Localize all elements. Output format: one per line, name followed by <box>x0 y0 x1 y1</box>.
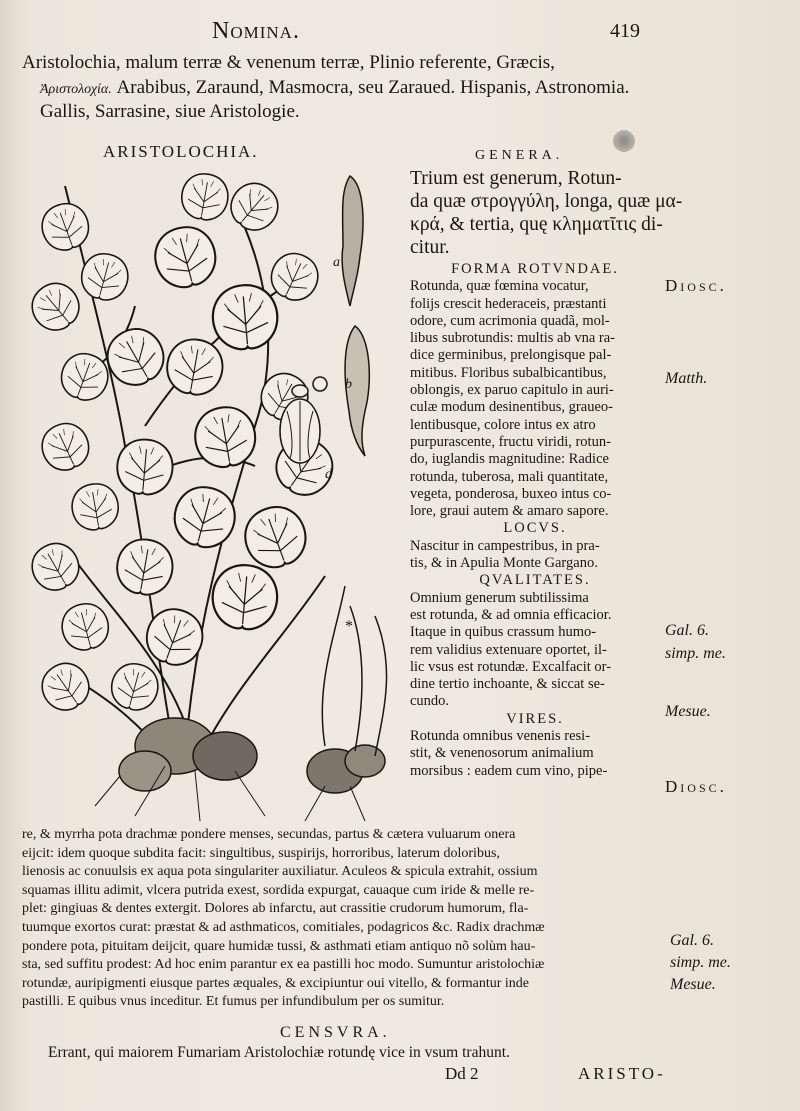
vires-line: stit, & venenosorum animalium <box>410 745 594 762</box>
margin-note-gal: Gal. 6. <box>670 932 714 949</box>
qualitates-line: lic vsus est rotundæ. Excalfacit or- <box>410 658 612 675</box>
qualitates-line: Omnium generum subtilissima <box>410 589 589 606</box>
vires-heading: VIRES. <box>506 710 564 727</box>
forma-section <box>410 261 660 780</box>
body-line: eijcit: idem quoque subdita facit: singultibus, suspirijs, horroribus, laterum doloribus, <box>22 845 500 861</box>
figure-label-a: a <box>333 255 340 270</box>
forma-line: lore, graui autem & amaro sapore. <box>410 503 609 520</box>
forma-line: mitibus. Floribus subalbicantibus, <box>410 364 607 381</box>
names-line-2-rest: Arabibus, Zaraund, Masmocra, seu Zaraued. Hispanis, Astronomia. <box>116 77 630 98</box>
figure-label-star: * <box>345 618 353 635</box>
forma-line: do, iuglandis magnitudine: Radice <box>410 451 609 468</box>
margin-note-mesue: Mesue. <box>670 976 716 993</box>
running-title: Nomina. <box>212 18 300 44</box>
body-line: pastilli. E quibus vnus inceditur. Et fumus per infundibulum per os sumitur. <box>22 994 445 1010</box>
locus-line: tis, & in Apulia Monte Gargano. <box>410 555 598 572</box>
body-line: sta, sed suffitu prodest: Ad hoc enim parantur ex ea pastilli hoc modo. Sumuntur aristolochiæ <box>22 957 545 973</box>
vires-continuation <box>22 826 672 1012</box>
censura-text: Errant, qui maiorem Fumariam Aristolochiæ rotundę vice in vsum trahunt. <box>48 1044 510 1061</box>
margin-note-diosc: Diosc. <box>665 777 727 796</box>
genera-text <box>410 167 682 259</box>
vires-line: Rotunda omnibus venenis resi- <box>410 728 591 745</box>
genera-line: citur. <box>410 237 450 258</box>
forma-line: libus subrotundis: multis ab vna ra- <box>410 330 615 347</box>
margin-note-diosc: Diosc. <box>665 276 727 295</box>
body-line: tuumque exortos curat: præstat & ad asthmaticos, comitiales, podagricos &c. Radix drachmæ <box>22 919 545 935</box>
qualitates-heading: QVALITATES. <box>479 572 591 589</box>
margin-note-simp: simp. me. <box>665 645 726 662</box>
signature-mark: Dd 2 <box>445 1064 479 1083</box>
names-line-3: Gallis, Sarrasine, siue Aristologie. <box>40 101 300 122</box>
genera-line: Trium est generum, Rotun- <box>410 168 622 189</box>
genera-line: κρά, & tertia, quę κληματῖτις di- <box>410 214 663 235</box>
margin-note-matth: Matth. <box>665 370 708 387</box>
aristolochia-woodcut <box>25 166 410 826</box>
forma-line: oblongis, ex paruo capitulo in auri- <box>410 382 614 399</box>
qualitates-line: est rotunda, & ad omnia efficacior. <box>410 606 612 623</box>
body-line: plet: gingiuas & dentes extergit. Dolores ab infarctu, aut crassitie crudorum humorum, fla- <box>22 901 529 917</box>
ink-blot <box>613 130 635 152</box>
forma-line: lentibusque, colore intus ex atro <box>410 416 596 433</box>
figure-label-b: b <box>345 377 352 392</box>
genera-heading: GENERA. <box>475 148 564 163</box>
names-line-1: Aristolochia, malum terræ & venenum terræ, Plinio referente, Græcis, <box>22 52 555 73</box>
forma-line: odore, cum acrimonia quadã, mol- <box>410 312 610 329</box>
greek-name: Ἀριστολοχία. <box>40 82 112 97</box>
body-line: squamas illitu adimit, vlcera putrida exest, sordida expurgat, cauaque cum iride & melle re- <box>22 882 535 898</box>
forma-line: folijs crescit hederaceis, præstanti <box>410 295 607 312</box>
forma-line: dice germinibus, prelongisque pal- <box>410 347 612 364</box>
forma-line: Rotunda, quæ fœmina vocatur, <box>410 278 589 295</box>
vires-line: morsibus : eadem cum vino, pipe- <box>410 762 608 779</box>
margin-note-simp: simp. me. <box>670 954 731 971</box>
figure-title: ARISTOLOCHIA. <box>103 142 259 161</box>
catchword: ARISTO- <box>578 1064 666 1083</box>
qualitates-line: rem validius extenuare oportet, il- <box>410 641 607 658</box>
page-number: 419 <box>610 20 640 42</box>
genera-line: da quæ στρογγύλη, longa, quæ μα- <box>410 191 683 212</box>
locus-line: Nascitur in campestribus, in pra- <box>410 537 600 554</box>
flower-details <box>280 176 369 463</box>
body-line: pondere pota, pituitam deijcit, quare humidæ tussi, & asthmati etiam antiquo nõ solùm hau- <box>22 938 536 954</box>
names-line-2 <box>40 77 629 99</box>
forma-line: culæ modum desinentibus, graueo- <box>410 399 613 416</box>
body-line: lienosis ac conuulsis ex aqua pota singulariter auxiliatur. Aculeos & spicula extrahit, ossium <box>22 864 538 880</box>
qualitates-line: dine tertio inchoante, & siccat se- <box>410 676 605 693</box>
forma-line: vegeta, ponderosa, buxeo intus co- <box>410 485 612 502</box>
forma-heading: FORMA ROTVNDAE. <box>451 261 619 277</box>
censura-heading: CENSVRA. <box>280 1024 391 1041</box>
body-line: re, & myrrha pota drachmæ pondere menses, secundas, partus & cætera vuluarum onera <box>22 827 516 842</box>
body-line: rotundæ, auripigmenti eiusque partes æquales, & excipiuntur oui vitello, & formantur inde <box>22 975 530 991</box>
margin-note-mesue: Mesue. <box>665 703 711 720</box>
qualitates-line: cundo. <box>410 693 450 710</box>
qualitates-line: Itaque in quibus crassum humo- <box>410 624 597 641</box>
figure-label-d: d <box>325 467 332 482</box>
locus-heading: LOCVS. <box>503 520 567 537</box>
margin-note-gal: Gal. 6. <box>665 622 709 639</box>
forma-line: purpurascente, fructu viridi, rotun- <box>410 433 611 450</box>
forma-line: rotunda, tuberosa, mali quantitate, <box>410 468 609 485</box>
